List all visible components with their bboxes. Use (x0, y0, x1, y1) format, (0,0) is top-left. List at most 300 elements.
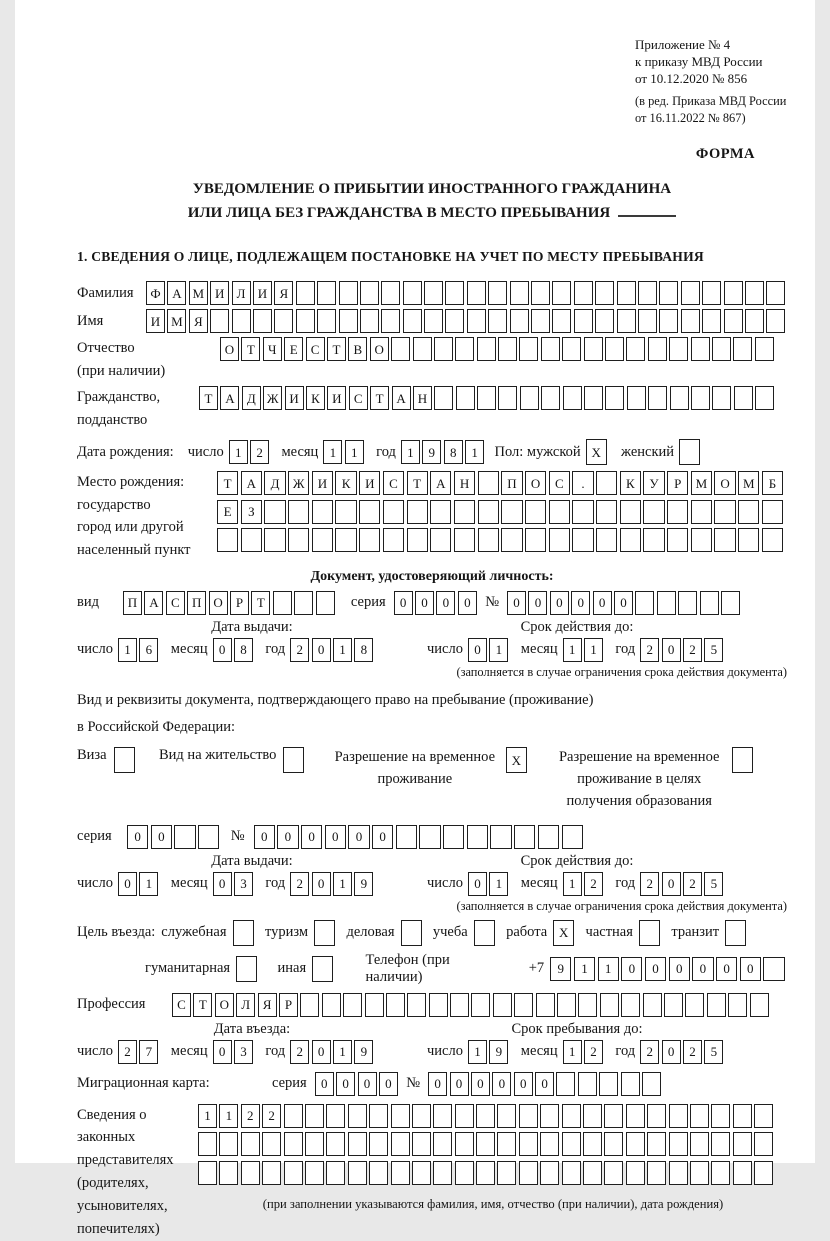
form-cell[interactable]: 1 (333, 638, 352, 662)
form-cell[interactable]: 0 (740, 957, 761, 981)
form-cell[interactable] (584, 337, 603, 361)
form-cell[interactable] (232, 309, 251, 333)
form-cell[interactable]: 1 (468, 1040, 487, 1064)
form-cell[interactable] (335, 500, 356, 524)
form-cell[interactable]: 0 (514, 1072, 533, 1096)
form-cell[interactable]: С (306, 337, 325, 361)
form-cell[interactable] (339, 309, 358, 333)
form-cell[interactable]: О (525, 471, 546, 495)
form-cell[interactable]: 1 (563, 1040, 582, 1064)
form-cell[interactable] (519, 1132, 538, 1156)
form-cell[interactable] (583, 1104, 602, 1128)
form-cell[interactable] (233, 920, 254, 946)
form-cell[interactable]: 2 (241, 1104, 260, 1128)
form-cell[interactable] (424, 281, 443, 305)
form-cell[interactable] (300, 993, 319, 1017)
form-cell[interactable] (626, 1104, 645, 1128)
form-cell[interactable]: 0 (450, 1072, 469, 1096)
form-cell[interactable]: 0 (458, 591, 477, 615)
form-cell[interactable] (520, 386, 539, 410)
form-cell[interactable] (312, 956, 333, 982)
form-cell[interactable] (391, 1104, 410, 1128)
form-cell[interactable]: А (220, 386, 239, 410)
form-cell[interactable]: О (209, 591, 228, 615)
form-cell[interactable] (316, 591, 335, 615)
form-cell[interactable] (365, 993, 384, 1017)
form-cell[interactable] (721, 591, 740, 615)
form-cell[interactable] (738, 500, 759, 524)
form-cell[interactable]: 0 (614, 591, 633, 615)
form-cell[interactable]: И (327, 386, 346, 410)
form-cell[interactable]: 0 (348, 825, 369, 849)
form-cell[interactable] (412, 1132, 431, 1156)
form-cell[interactable] (478, 471, 499, 495)
form-cell[interactable] (626, 1132, 645, 1156)
form-cell[interactable]: 1 (323, 440, 342, 464)
form-cell[interactable]: И (253, 281, 272, 305)
form-cell[interactable]: П (187, 591, 206, 615)
form-cell[interactable] (667, 528, 688, 552)
form-cell[interactable] (563, 386, 582, 410)
form-cell[interactable] (493, 993, 512, 1017)
form-cell[interactable] (670, 386, 689, 410)
form-cell[interactable]: 2 (118, 1040, 137, 1064)
form-cell[interactable]: 8 (354, 638, 373, 662)
form-cell[interactable] (583, 1161, 602, 1185)
form-cell[interactable] (198, 825, 219, 849)
form-cell[interactable] (733, 1161, 752, 1185)
form-cell[interactable] (691, 528, 712, 552)
form-cell[interactable] (583, 1132, 602, 1156)
form-cell[interactable] (639, 920, 660, 946)
form-cell[interactable] (433, 1104, 452, 1128)
form-cell[interactable]: И (146, 309, 165, 333)
form-cell[interactable]: 0 (507, 591, 526, 615)
form-cell[interactable] (241, 528, 262, 552)
form-cell[interactable] (540, 1161, 559, 1185)
form-cell[interactable] (725, 920, 746, 946)
form-cell[interactable]: И (285, 386, 304, 410)
form-cell[interactable] (488, 281, 507, 305)
form-cell[interactable]: 1 (118, 638, 137, 662)
form-cell[interactable]: 9 (354, 1040, 373, 1064)
form-cell[interactable]: К (335, 471, 356, 495)
form-cell[interactable] (305, 1104, 324, 1128)
form-cell[interactable] (669, 1161, 688, 1185)
form-cell[interactable]: И (359, 471, 380, 495)
form-cell[interactable] (531, 309, 550, 333)
form-cell[interactable] (691, 337, 710, 361)
form-cell[interactable] (647, 1161, 666, 1185)
form-cell[interactable]: 1 (345, 440, 364, 464)
form-cell[interactable]: 0 (468, 638, 487, 662)
form-cell[interactable]: Н (413, 386, 432, 410)
form-cell[interactable] (541, 386, 560, 410)
form-cell[interactable] (514, 993, 533, 1017)
form-cell[interactable] (434, 337, 453, 361)
form-cell[interactable]: М (189, 281, 208, 305)
form-cell[interactable]: В (348, 337, 367, 361)
form-cell[interactable]: 3 (234, 1040, 253, 1064)
form-cell[interactable] (562, 1132, 581, 1156)
form-cell[interactable] (617, 309, 636, 333)
form-cell[interactable]: 0 (528, 591, 547, 615)
form-cell[interactable] (456, 386, 475, 410)
form-cell[interactable] (712, 337, 731, 361)
form-cell[interactable] (490, 825, 511, 849)
form-cell[interactable]: 2 (640, 638, 659, 662)
form-cell[interactable] (498, 337, 517, 361)
form-cell[interactable]: А (144, 591, 163, 615)
form-cell[interactable]: 6 (139, 638, 158, 662)
form-cell[interactable]: Т (327, 337, 346, 361)
form-cell[interactable] (617, 281, 636, 305)
form-cell[interactable] (620, 500, 641, 524)
form-cell[interactable] (455, 1161, 474, 1185)
form-cell[interactable] (317, 309, 336, 333)
form-cell[interactable]: 0 (213, 1040, 232, 1064)
form-cell[interactable]: З (241, 500, 262, 524)
form-cell[interactable] (241, 1161, 260, 1185)
form-cell[interactable] (381, 281, 400, 305)
form-cell[interactable] (685, 993, 704, 1017)
form-cell[interactable] (626, 337, 645, 361)
form-cell[interactable] (305, 1132, 324, 1156)
form-cell[interactable]: Т (241, 337, 260, 361)
form-cell[interactable] (669, 337, 688, 361)
form-cell[interactable]: И (312, 471, 333, 495)
form-cell[interactable] (430, 528, 451, 552)
form-cell[interactable]: Я (189, 309, 208, 333)
form-cell[interactable]: Р (667, 471, 688, 495)
form-cell[interactable]: 0 (436, 591, 455, 615)
form-cell[interactable] (284, 1161, 303, 1185)
form-cell[interactable] (647, 1132, 666, 1156)
form-cell[interactable]: 0 (468, 872, 487, 896)
form-cell[interactable]: 0 (692, 957, 713, 981)
form-cell[interactable] (391, 337, 410, 361)
form-cell[interactable] (738, 528, 759, 552)
form-cell[interactable]: С (383, 471, 404, 495)
form-cell[interactable] (317, 281, 336, 305)
form-cell[interactable] (386, 993, 405, 1017)
form-cell[interactable]: 2 (584, 1040, 603, 1064)
form-cell[interactable]: 0 (254, 825, 275, 849)
form-cell[interactable] (745, 281, 764, 305)
form-cell[interactable]: 0 (415, 591, 434, 615)
form-cell[interactable] (369, 1161, 388, 1185)
form-cell[interactable] (305, 1161, 324, 1185)
form-cell[interactable]: 0 (325, 825, 346, 849)
form-cell[interactable] (381, 309, 400, 333)
form-cell[interactable]: 0 (312, 638, 331, 662)
form-cell[interactable] (174, 825, 195, 849)
form-cell[interactable]: Ж (288, 471, 309, 495)
form-cell[interactable]: 9 (489, 1040, 508, 1064)
form-cell[interactable] (467, 281, 486, 305)
form-cell[interactable] (728, 993, 747, 1017)
form-cell[interactable] (476, 1161, 495, 1185)
form-cell[interactable]: 2 (640, 872, 659, 896)
form-cell[interactable] (198, 1132, 217, 1156)
form-cell[interactable]: П (123, 591, 142, 615)
form-cell[interactable] (745, 309, 764, 333)
form-cell[interactable] (600, 993, 619, 1017)
form-cell[interactable] (359, 500, 380, 524)
form-cell[interactable] (681, 281, 700, 305)
form-cell[interactable]: 0 (662, 1040, 681, 1064)
form-cell[interactable]: 2 (640, 1040, 659, 1064)
form-cell[interactable] (605, 337, 624, 361)
form-cell[interactable] (412, 1104, 431, 1128)
form-cell[interactable] (326, 1104, 345, 1128)
form-cell[interactable]: 2 (290, 872, 309, 896)
form-cell[interactable]: 0 (213, 872, 232, 896)
form-cell[interactable] (562, 825, 583, 849)
form-cell[interactable] (578, 993, 597, 1017)
form-cell[interactable] (755, 337, 774, 361)
form-cell[interactable]: X (586, 439, 607, 465)
form-cell[interactable] (643, 993, 662, 1017)
form-cell[interactable]: 0 (301, 825, 322, 849)
form-cell[interactable]: X (506, 747, 527, 773)
form-cell[interactable] (657, 591, 676, 615)
form-cell[interactable]: Ч (263, 337, 282, 361)
form-cell[interactable] (733, 337, 752, 361)
form-cell[interactable] (326, 1132, 345, 1156)
form-cell[interactable] (322, 993, 341, 1017)
form-cell[interactable]: О (370, 337, 389, 361)
form-cell[interactable] (712, 386, 731, 410)
form-cell[interactable]: Т (251, 591, 270, 615)
form-cell[interactable] (638, 281, 657, 305)
form-cell[interactable] (754, 1132, 773, 1156)
form-cell[interactable] (648, 337, 667, 361)
form-cell[interactable] (538, 825, 559, 849)
form-cell[interactable] (540, 1132, 559, 1156)
form-cell[interactable] (339, 281, 358, 305)
form-cell[interactable] (734, 386, 753, 410)
form-cell[interactable] (497, 1104, 516, 1128)
form-cell[interactable]: А (167, 281, 186, 305)
form-cell[interactable] (477, 337, 496, 361)
form-cell[interactable] (557, 993, 576, 1017)
form-cell[interactable] (604, 1104, 623, 1128)
form-cell[interactable]: 0 (550, 591, 569, 615)
form-cell[interactable]: 0 (621, 957, 642, 981)
form-cell[interactable] (690, 1104, 709, 1128)
form-cell[interactable] (407, 500, 428, 524)
form-cell[interactable]: Н (454, 471, 475, 495)
form-cell[interactable] (450, 993, 469, 1017)
form-cell[interactable] (754, 1161, 773, 1185)
form-cell[interactable] (478, 528, 499, 552)
form-cell[interactable] (510, 281, 529, 305)
form-cell[interactable] (572, 528, 593, 552)
form-cell[interactable] (433, 1161, 452, 1185)
form-cell[interactable] (264, 528, 285, 552)
form-cell[interactable] (659, 309, 678, 333)
form-cell[interactable] (700, 591, 719, 615)
form-cell[interactable] (253, 309, 272, 333)
form-cell[interactable]: 0 (492, 1072, 511, 1096)
form-cell[interactable] (467, 309, 486, 333)
form-cell[interactable]: 5 (704, 1040, 723, 1064)
form-cell[interactable] (476, 1104, 495, 1128)
form-cell[interactable]: 5 (704, 872, 723, 896)
form-cell[interactable]: Д (242, 386, 261, 410)
form-cell[interactable]: 5 (704, 638, 723, 662)
form-cell[interactable] (424, 309, 443, 333)
form-cell[interactable] (296, 281, 315, 305)
form-cell[interactable]: 1 (198, 1104, 217, 1128)
form-cell[interactable] (605, 386, 624, 410)
form-cell[interactable]: 0 (312, 872, 331, 896)
form-cell[interactable] (525, 500, 546, 524)
form-cell[interactable] (724, 281, 743, 305)
form-cell[interactable] (572, 500, 593, 524)
form-cell[interactable] (574, 309, 593, 333)
form-cell[interactable] (681, 309, 700, 333)
form-cell[interactable] (312, 528, 333, 552)
form-cell[interactable] (552, 309, 571, 333)
form-cell[interactable] (621, 993, 640, 1017)
form-cell[interactable]: 0 (312, 1040, 331, 1064)
form-cell[interactable] (584, 386, 603, 410)
form-cell[interactable] (519, 337, 538, 361)
form-cell[interactable]: 0 (315, 1072, 334, 1096)
form-cell[interactable]: 0 (716, 957, 737, 981)
form-cell[interactable] (403, 309, 422, 333)
form-cell[interactable] (264, 500, 285, 524)
form-cell[interactable] (407, 993, 426, 1017)
form-cell[interactable]: 1 (229, 440, 248, 464)
form-cell[interactable] (750, 993, 769, 1017)
form-cell[interactable] (691, 386, 710, 410)
form-cell[interactable]: 8 (444, 440, 463, 464)
form-cell[interactable]: 1 (584, 638, 603, 662)
form-cell[interactable] (525, 528, 546, 552)
form-cell[interactable]: Е (284, 337, 303, 361)
form-cell[interactable] (643, 500, 664, 524)
form-cell[interactable] (403, 281, 422, 305)
form-cell[interactable] (454, 528, 475, 552)
form-cell[interactable] (433, 1132, 452, 1156)
form-cell[interactable] (669, 1104, 688, 1128)
form-cell[interactable] (635, 591, 654, 615)
form-cell[interactable] (678, 591, 697, 615)
form-cell[interactable] (754, 1104, 773, 1128)
form-cell[interactable] (360, 309, 379, 333)
form-cell[interactable] (114, 747, 135, 773)
form-cell[interactable]: Л (232, 281, 251, 305)
form-cell[interactable] (430, 500, 451, 524)
form-cell[interactable]: У (643, 471, 664, 495)
form-cell[interactable] (707, 993, 726, 1017)
form-cell[interactable] (711, 1104, 730, 1128)
form-cell[interactable]: Ж (263, 386, 282, 410)
form-cell[interactable] (519, 1104, 538, 1128)
form-cell[interactable] (284, 1104, 303, 1128)
form-cell[interactable] (599, 1072, 618, 1096)
form-cell[interactable]: Я (274, 281, 293, 305)
form-cell[interactable] (348, 1132, 367, 1156)
form-cell[interactable] (348, 1161, 367, 1185)
form-cell[interactable] (552, 281, 571, 305)
form-cell[interactable]: 1 (574, 957, 595, 981)
form-cell[interactable]: 1 (401, 440, 420, 464)
form-cell[interactable]: 0 (379, 1072, 398, 1096)
form-cell[interactable] (455, 337, 474, 361)
form-cell[interactable] (443, 825, 464, 849)
form-cell[interactable]: 0 (428, 1072, 447, 1096)
form-cell[interactable]: Т (199, 386, 218, 410)
form-cell[interactable] (648, 386, 667, 410)
form-cell[interactable] (724, 309, 743, 333)
form-cell[interactable] (766, 309, 785, 333)
form-cell[interactable]: 0 (669, 957, 690, 981)
form-cell[interactable] (562, 1161, 581, 1185)
form-cell[interactable] (690, 1132, 709, 1156)
form-cell[interactable]: С (166, 591, 185, 615)
form-cell[interactable] (407, 528, 428, 552)
form-cell[interactable]: Б (762, 471, 783, 495)
form-cell[interactable]: 1 (139, 872, 158, 896)
form-cell[interactable] (626, 1161, 645, 1185)
form-cell[interactable]: 2 (290, 638, 309, 662)
form-cell[interactable] (501, 528, 522, 552)
form-cell[interactable] (541, 337, 560, 361)
form-cell[interactable] (620, 528, 641, 552)
form-cell[interactable] (477, 386, 496, 410)
form-cell[interactable] (714, 500, 735, 524)
form-cell[interactable] (679, 439, 700, 465)
form-cell[interactable] (283, 747, 304, 773)
form-cell[interactable] (643, 528, 664, 552)
form-cell[interactable] (455, 1132, 474, 1156)
form-cell[interactable]: Т (217, 471, 238, 495)
form-cell[interactable]: М (167, 309, 186, 333)
form-cell[interactable] (467, 825, 488, 849)
form-cell[interactable]: 0 (151, 825, 172, 849)
form-cell[interactable] (412, 1161, 431, 1185)
form-cell[interactable] (510, 309, 529, 333)
form-cell[interactable]: . (572, 471, 593, 495)
form-cell[interactable] (391, 1132, 410, 1156)
form-cell[interactable] (288, 500, 309, 524)
form-cell[interactable] (474, 920, 495, 946)
form-cell[interactable]: 2 (683, 1040, 702, 1064)
form-cell[interactable]: 0 (127, 825, 148, 849)
form-cell[interactable] (498, 386, 517, 410)
form-cell[interactable]: 7 (139, 1040, 158, 1064)
form-cell[interactable]: 1 (465, 440, 484, 464)
form-cell[interactable] (335, 528, 356, 552)
form-cell[interactable]: А (241, 471, 262, 495)
form-cell[interactable]: 2 (290, 1040, 309, 1064)
form-cell[interactable]: Т (370, 386, 389, 410)
form-cell[interactable] (262, 1132, 281, 1156)
form-cell[interactable]: 9 (354, 872, 373, 896)
form-cell[interactable]: Я (258, 993, 277, 1017)
form-cell[interactable]: К (620, 471, 641, 495)
form-cell[interactable] (659, 281, 678, 305)
form-cell[interactable] (702, 281, 721, 305)
form-cell[interactable] (733, 1132, 752, 1156)
form-cell[interactable]: О (215, 993, 234, 1017)
form-cell[interactable]: М (738, 471, 759, 495)
form-cell[interactable] (732, 747, 753, 773)
